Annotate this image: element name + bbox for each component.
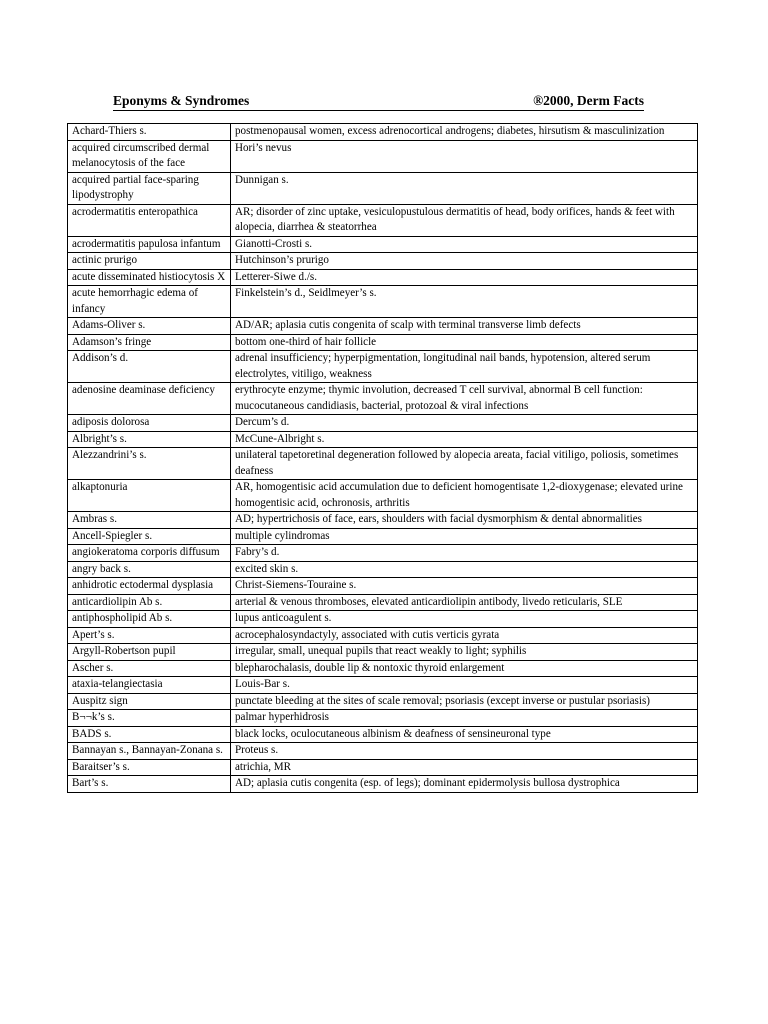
term-cell: acquired circumscribed dermal melanocytosis of the face [68,140,231,172]
term-cell: BADS s. [68,726,231,743]
table-row [68,431,698,448]
term-cell: alkaptonuria [68,480,231,512]
table-row [68,710,698,727]
table-row [68,236,698,253]
definition-cell: palmar hyperhidrosis [231,710,698,727]
definition-cell: excited skin s. [231,561,698,578]
table-row [68,594,698,611]
definition-cell: adrenal insufficiency; hyperpigmentation, longitudinal nail bands, hypotension, altered serum electrolytes, vitiligo, weakness [231,351,698,383]
term-cell: Albright’s s. [68,431,231,448]
definition-cell: AR; disorder of zinc uptake, vesiculopustulous dermatitis of head, body orifices, hands & feet with alopecia, diarrhea & steatorrhea [231,204,698,236]
definition-cell: AR, homogentisic acid accumulation due to deficient homogentisate 1,2-dioxygenase; elevated urine homogentisic acid, ochronosis, arthritis [231,480,698,512]
definition-cell: McCune-Albright s. [231,431,698,448]
definition-cell: Hori’s nevus [231,140,698,172]
table-row [68,627,698,644]
term-cell: Ambras s. [68,512,231,529]
definition-cell: black locks, oculocutaneous albinism & deafness of sensineuronal type [231,726,698,743]
table-row [68,726,698,743]
definition-cell: lupus anticoagulent s. [231,611,698,628]
table-row [68,124,698,141]
definition-cell: atrichia, MR [231,759,698,776]
term-cell: acute hemorrhagic edema of infancy [68,286,231,318]
table-row [68,448,698,480]
definition-cell: Finkelstein’s d., Seidlmeyer’s s. [231,286,698,318]
definition-cell: unilateral tapetoretinal degeneration followed by alopecia areata, facial vitiligo, poliosis, sometimes deafness [231,448,698,480]
term-cell: Bannayan s., Bannayan-Zonana s. [68,743,231,760]
term-cell: angry back s. [68,561,231,578]
term-cell: Ascher s. [68,660,231,677]
definition-cell: Dunnigan s. [231,172,698,204]
definition-cell: Louis-Bar s. [231,677,698,694]
definition-cell: postmenopausal women, excess adrenocortical androgens; diabetes, hirsutism & masculinization [231,124,698,141]
definition-cell: blepharochalasis, double lip & nontoxic thyroid enlargement [231,660,698,677]
table-row [68,545,698,562]
definition-cell: Fabry’s d. [231,545,698,562]
term-cell: acute disseminated histiocytosis X [68,269,231,286]
term-cell: Adams-Oliver s. [68,318,231,335]
definition-cell: acrocephalosyndactyly, associated with cutis verticis gyrata [231,627,698,644]
definition-cell: AD; aplasia cutis congenita (esp. of legs); dominant epidermolysis bullosa dystrophica [231,776,698,793]
table-row [68,253,698,270]
eponym-table [67,123,698,793]
term-cell: actinic prurigo [68,253,231,270]
term-cell: Ancell-Spiegler s. [68,528,231,545]
definition-cell: Letterer-Siwe d./s. [231,269,698,286]
definition-cell: Hutchinson’s prurigo [231,253,698,270]
term-cell: adiposis dolorosa [68,415,231,432]
term-cell: anticardiolipin Ab s. [68,594,231,611]
definition-cell: Proteus s. [231,743,698,760]
definition-cell: punctate bleeding at the sites of scale removal; psoriasis (except inverse or pustular psoriasis) [231,693,698,710]
term-cell: adenosine deaminase deficiency [68,383,231,415]
definition-cell: Dercum’s d. [231,415,698,432]
table-row [68,334,698,351]
table-row [68,351,698,383]
page-header [113,92,644,111]
term-cell: angiokeratoma corporis diffusum [68,545,231,562]
copyright-notice: ®2000, Derm Facts [533,93,644,108]
table-row [68,318,698,335]
definition-cell: AD/AR; aplasia cutis congenita of scalp with terminal transverse limb defects [231,318,698,335]
eponym-table-body [68,124,698,793]
table-row [68,660,698,677]
table-row [68,512,698,529]
term-cell: antiphospholipid Ab s. [68,611,231,628]
table-row [68,480,698,512]
definition-cell: multiple cylindromas [231,528,698,545]
definition-cell: erythrocyte enzyme; thymic involution, decreased T cell survival, abnormal B cell function: mucocutaneous candidiasis, bacterial, protozoal & viral infections [231,383,698,415]
term-cell: ataxia-telangiectasia [68,677,231,694]
term-cell: Baraitser’s s. [68,759,231,776]
term-cell: Argyll-Robertson pupil [68,644,231,661]
term-cell: Adamson’s fringe [68,334,231,351]
table-row [68,561,698,578]
table-row [68,611,698,628]
term-cell: acquired partial face-sparing lipodystrophy [68,172,231,204]
definition-cell: Gianotti-Crosti s. [231,236,698,253]
term-cell: Achard-Thiers s. [68,124,231,141]
term-cell: Addison’s d. [68,351,231,383]
table-row [68,172,698,204]
table-row [68,743,698,760]
term-cell: Auspitz sign [68,693,231,710]
term-cell: anhidrotic ectodermal dysplasia [68,578,231,595]
term-cell: acrodermatitis papulosa infantum [68,236,231,253]
table-row [68,269,698,286]
table-row [68,677,698,694]
definition-cell: AD; hypertrichosis of face, ears, shoulders with facial dysmorphism & dental abnormalities [231,512,698,529]
term-cell: B¬¬k’s s. [68,710,231,727]
definition-cell: arterial & venous thromboses, elevated anticardiolipin antibody, livedo reticularis, SLE [231,594,698,611]
table-row [68,693,698,710]
table-row [68,140,698,172]
table-row [68,415,698,432]
table-row [68,528,698,545]
definition-cell: irregular, small, unequal pupils that react weakly to light; syphilis [231,644,698,661]
table-row [68,286,698,318]
table-row [68,204,698,236]
table-row [68,383,698,415]
term-cell: Apert’s s. [68,627,231,644]
definition-cell: Christ-Siemens-Touraine s. [231,578,698,595]
term-cell: Alezzandrini’s s. [68,448,231,480]
table-row [68,776,698,793]
page-title: Eponyms & Syndromes [113,93,250,108]
definition-cell: bottom one-third of hair follicle [231,334,698,351]
table-row [68,578,698,595]
table-row [68,759,698,776]
term-cell: Bart’s s. [68,776,231,793]
term-cell: acrodermatitis enteropathica [68,204,231,236]
table-row [68,644,698,661]
